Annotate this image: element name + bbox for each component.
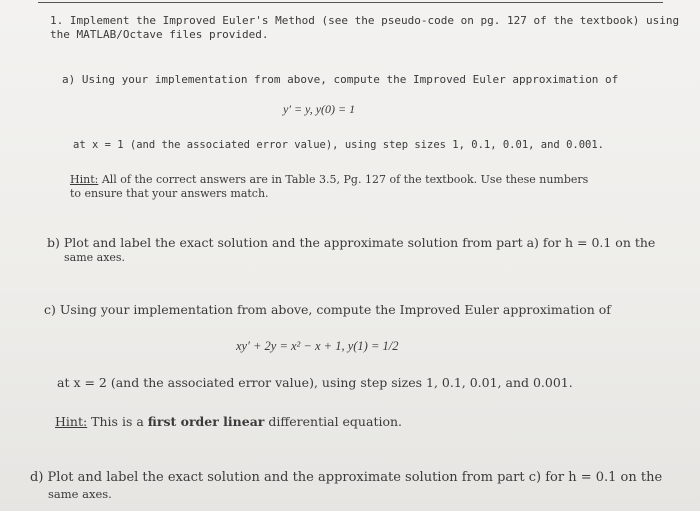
part-d-line2: same axes. xyxy=(48,487,112,501)
part-c-hint-bold: first order linear xyxy=(147,414,265,429)
part-c-line xyxy=(44,303,611,317)
part-a-text: Using your implementation from above, compute the Improved Euler approximation of xyxy=(81,73,619,86)
part-a-label: a) xyxy=(62,73,76,86)
part-b-label: b) xyxy=(47,235,60,250)
part-a-at-line: at x = 1 (and the associated error value), using step sizes 1, 0.1, 0.01, and 0.001. xyxy=(73,139,605,151)
part-a-equation: y′ = y, y(0) = 1 xyxy=(283,102,356,116)
part-c-text: Using your implementation from above, compute the Improved Euler approximation of xyxy=(59,302,611,317)
part-d-label: d) xyxy=(30,470,44,485)
part-a-hint-line1 xyxy=(70,173,588,187)
problem-intro-text1: Implement the Improved Euler's Method (see the pseudo-code on pg. 127 of the textbook) using xyxy=(69,14,680,27)
part-b-line1 xyxy=(47,236,655,250)
part-a-hint-text1: All of the correct answers are in Table 3.5, Pg. 127 of the textbook. Use these numbers xyxy=(101,173,589,186)
problem-intro-line2: the MATLAB/Octave files provided. xyxy=(50,28,269,41)
part-a-line xyxy=(62,73,618,87)
part-c-hint-post: differential equation. xyxy=(268,414,403,429)
part-c-label: c) xyxy=(44,302,56,317)
part-d-line1 xyxy=(30,471,662,485)
problem-number: 1. xyxy=(50,14,64,27)
top-rule xyxy=(38,2,663,3)
part-c-hint-label: Hint: xyxy=(55,414,88,429)
part-c-hint-pre: This is a xyxy=(91,414,144,429)
part-a-hint-label: Hint: xyxy=(70,173,99,186)
problem-intro-line1 xyxy=(50,14,679,28)
part-c-equation: xy′ + 2y = x² − x + 1, y(1) = 1/2 xyxy=(236,339,399,353)
part-d-text1: Plot and label the exact solution and the approximate solution from part c) for h = 0.1 on the xyxy=(47,470,663,485)
part-a-hint-line2: to ensure that your answers match. xyxy=(70,187,269,200)
part-b-line2: same axes. xyxy=(64,251,126,264)
part-c-hint-line xyxy=(55,415,402,429)
part-b-text1: Plot and label the exact solution and the approximate solution from part a) for h = 0.1 on the xyxy=(63,235,656,250)
part-c-at-line: at x = 2 (and the associated error value), using step sizes 1, 0.1, 0.01, and 0.001. xyxy=(57,375,573,390)
